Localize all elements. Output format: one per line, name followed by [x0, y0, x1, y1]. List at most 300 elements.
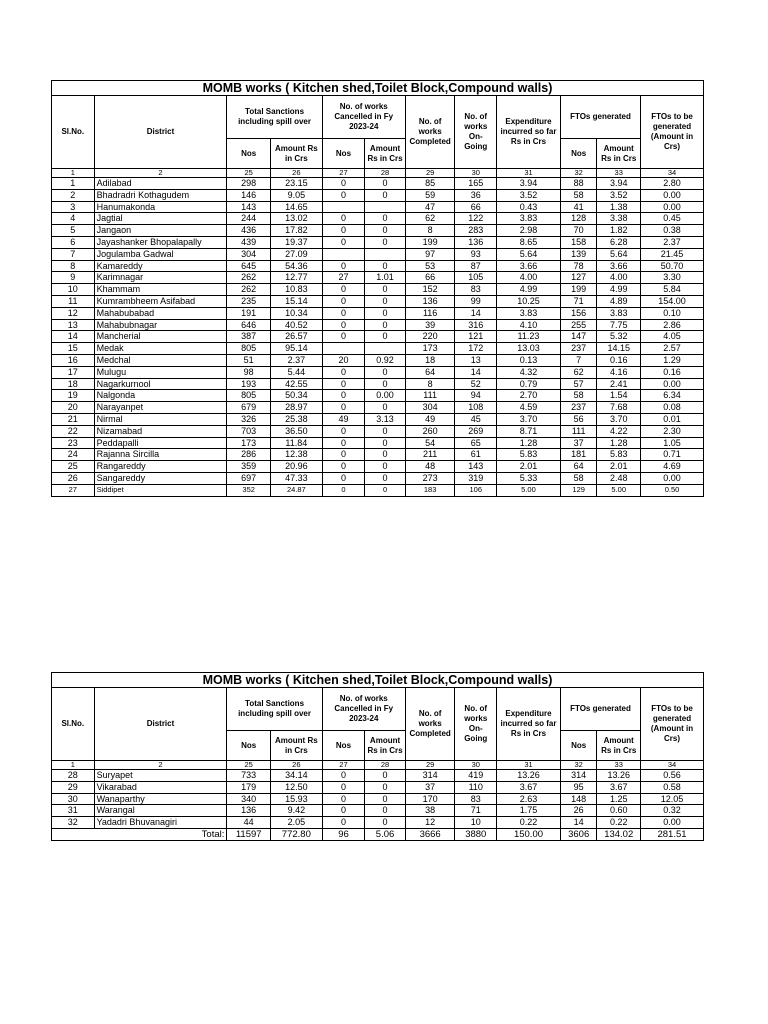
sanction-amount-cell: 14.65	[270, 201, 322, 213]
cancel-nos-cell: 0	[322, 449, 365, 461]
sl-no-cell: 3	[52, 201, 95, 213]
fto-amount-cell: 6.28	[597, 236, 641, 248]
column-number: 29	[405, 169, 455, 178]
expenditure-cell: 4.32	[497, 366, 561, 378]
ongoing-cell: 108	[455, 402, 497, 414]
fto-to-be-cell: 0.71	[641, 449, 704, 461]
sanction-nos-cell: 298	[227, 178, 271, 190]
total-value: 96	[322, 828, 365, 840]
column-number: 28	[365, 761, 406, 770]
sl-no-cell: 16	[52, 354, 95, 366]
expenditure-cell: 8.71	[497, 425, 561, 437]
total-value: 3880	[455, 828, 497, 840]
cancel-amount-cell: 0	[365, 805, 406, 817]
header-ftos-generated: FTOs generated	[560, 688, 640, 731]
ongoing-cell: 71	[455, 805, 497, 817]
district-cell: Kamareddy	[94, 260, 227, 272]
fto-nos-cell: 314	[560, 770, 597, 782]
table-row	[52, 437, 704, 449]
sl-no-cell: 25	[52, 461, 95, 473]
completed-cell: 220	[405, 331, 455, 343]
fto-nos-cell: 58	[560, 189, 597, 201]
header-slno: Sl.No.	[52, 96, 95, 169]
table-title-row	[52, 673, 704, 688]
table-row	[52, 260, 704, 272]
fto-amount-cell: 4.16	[597, 366, 641, 378]
cancel-amount-cell: 0	[365, 260, 406, 272]
sl-no-cell: 1	[52, 178, 95, 190]
sl-no-cell: 12	[52, 307, 95, 319]
expenditure-cell: 8.65	[497, 236, 561, 248]
cancel-amount-cell: 0	[365, 817, 406, 829]
ongoing-cell: 99	[455, 295, 497, 307]
expenditure-cell: 2.01	[497, 461, 561, 473]
table-2-body	[52, 673, 704, 829]
fto-nos-cell: 199	[560, 284, 597, 296]
fto-amount-cell: 1.28	[597, 437, 641, 449]
table-row	[52, 461, 704, 473]
sanction-nos-cell: 646	[227, 319, 271, 331]
column-number: 28	[365, 169, 406, 178]
fto-amount-cell: 3.94	[597, 178, 641, 190]
sanction-nos-cell: 136	[227, 805, 271, 817]
total-row	[52, 828, 704, 840]
cancel-nos-cell: 0	[322, 402, 365, 414]
sl-no-cell: 18	[52, 378, 95, 390]
expenditure-cell: 0.43	[497, 201, 561, 213]
header-district: District	[94, 96, 227, 169]
fto-amount-cell: 13.26	[597, 770, 641, 782]
header-ftos-to-be: FTOs to be generated (Amount in Crs)	[641, 96, 704, 169]
cancel-amount-cell: 0	[365, 331, 406, 343]
fto-to-be-cell: 4.05	[641, 331, 704, 343]
header-district: District	[94, 688, 227, 761]
header-fto-nos: Nos	[560, 139, 597, 169]
column-number: 32	[560, 761, 597, 770]
sanction-amount-cell: 25.38	[270, 413, 322, 425]
momb-works-table-2	[51, 672, 704, 841]
total-section	[52, 828, 704, 840]
ongoing-cell: 36	[455, 189, 497, 201]
column-number: 30	[455, 761, 497, 770]
sanction-nos-cell: 352	[227, 484, 271, 496]
fto-nos-cell: 156	[560, 307, 597, 319]
cancel-nos-cell: 0	[322, 805, 365, 817]
sanction-amount-cell: 24.87	[270, 484, 322, 496]
sanction-nos-cell: 805	[227, 343, 271, 355]
fto-amount-cell: 0.16	[597, 354, 641, 366]
column-number: 27	[322, 761, 365, 770]
fto-to-be-cell: 6.34	[641, 390, 704, 402]
table-title: MOMB works ( Kitchen shed,Toilet Block,Compound walls)	[52, 673, 704, 688]
table-row	[52, 817, 704, 829]
district-cell: Narayanpet	[94, 402, 227, 414]
sanction-nos-cell: 286	[227, 449, 271, 461]
ongoing-cell: 14	[455, 366, 497, 378]
column-number: 25	[227, 761, 271, 770]
fto-to-be-cell: 2.86	[641, 319, 704, 331]
ongoing-cell: 94	[455, 390, 497, 402]
fto-to-be-cell: 0.45	[641, 213, 704, 225]
table-row	[52, 793, 704, 805]
ongoing-cell: 121	[455, 331, 497, 343]
sanction-nos-cell: 645	[227, 260, 271, 272]
ongoing-cell: 45	[455, 413, 497, 425]
fto-amount-cell: 4.99	[597, 284, 641, 296]
header-cancelled: No. of works Cancelled in Fy 2023-24	[322, 96, 405, 139]
ongoing-cell: 66	[455, 201, 497, 213]
sl-no-cell: 10	[52, 284, 95, 296]
district-cell: Nagarkurnool	[94, 378, 227, 390]
completed-cell: 12	[405, 817, 455, 829]
fto-amount-cell: 5.83	[597, 449, 641, 461]
district-cell: Mahabubnagar	[94, 319, 227, 331]
table-row	[52, 343, 704, 355]
cancel-amount-cell: 0	[365, 781, 406, 793]
completed-cell: 37	[405, 781, 455, 793]
district-cell: Jayashanker Bhopalapally	[94, 236, 227, 248]
cancel-nos-cell: 0	[322, 178, 365, 190]
sanction-nos-cell: 697	[227, 472, 271, 484]
expenditure-cell: 4.10	[497, 319, 561, 331]
cancel-nos-cell: 0	[322, 366, 365, 378]
column-number: 31	[497, 761, 561, 770]
cancel-amount-cell: 0	[365, 319, 406, 331]
fto-nos-cell: 88	[560, 178, 597, 190]
ongoing-cell: 83	[455, 284, 497, 296]
cancel-amount-cell	[365, 343, 406, 355]
fto-nos-cell: 111	[560, 425, 597, 437]
sanction-amount-cell: 2.05	[270, 817, 322, 829]
sanction-amount-cell: 26.57	[270, 331, 322, 343]
expenditure-cell: 5.64	[497, 248, 561, 260]
fto-amount-cell: 5.64	[597, 248, 641, 260]
sl-no-cell: 17	[52, 366, 95, 378]
sanction-amount-cell: 54.36	[270, 260, 322, 272]
fto-amount-cell: 1.25	[597, 793, 641, 805]
sanction-amount-cell: 15.14	[270, 295, 322, 307]
fto-amount-cell: 1.38	[597, 201, 641, 213]
fto-amount-cell: 0.22	[597, 817, 641, 829]
header-total-sanctions: Total Sanctions including spill over	[227, 688, 322, 731]
cancel-amount-cell: 0	[365, 449, 406, 461]
table-row	[52, 248, 704, 260]
fto-to-be-cell: 154.00	[641, 295, 704, 307]
completed-cell: 62	[405, 213, 455, 225]
sanction-nos-cell: 98	[227, 366, 271, 378]
expenditure-cell: 13.03	[497, 343, 561, 355]
fto-nos-cell: 127	[560, 272, 597, 284]
cancel-amount-cell: 3.13	[365, 413, 406, 425]
fto-amount-cell: 4.22	[597, 425, 641, 437]
column-number: 34	[641, 169, 704, 178]
sl-no-cell: 9	[52, 272, 95, 284]
ongoing-cell: 172	[455, 343, 497, 355]
sl-no-cell: 11	[52, 295, 95, 307]
sanction-amount-cell: 12.38	[270, 449, 322, 461]
sanction-amount-cell: 40.52	[270, 319, 322, 331]
header-ftos-to-be: FTOs to be generated (Amount in Crs)	[641, 688, 704, 761]
fto-amount-cell: 5.32	[597, 331, 641, 343]
sanction-amount-cell: 9.05	[270, 189, 322, 201]
ongoing-cell: 10	[455, 817, 497, 829]
fto-to-be-cell: 2.80	[641, 178, 704, 190]
cancel-nos-cell: 0	[322, 793, 365, 805]
fto-amount-cell: 3.66	[597, 260, 641, 272]
fto-nos-cell: 26	[560, 805, 597, 817]
ongoing-cell: 319	[455, 472, 497, 484]
column-number: 32	[560, 169, 597, 178]
fto-to-be-cell: 0.50	[641, 484, 704, 496]
ongoing-cell: 110	[455, 781, 497, 793]
cancel-nos-cell: 0	[322, 307, 365, 319]
fto-to-be-cell: 2.37	[641, 236, 704, 248]
header-total-sanctions: Total Sanctions including spill over	[227, 96, 322, 139]
fto-to-be-cell: 0.08	[641, 402, 704, 414]
sl-no-cell: 14	[52, 331, 95, 343]
district-cell: Wanaparthy	[94, 793, 227, 805]
completed-cell: 66	[405, 272, 455, 284]
sanction-nos-cell: 44	[227, 817, 271, 829]
sl-no-cell: 4	[52, 213, 95, 225]
sl-no-cell: 5	[52, 225, 95, 237]
sanction-amount-cell: 28.97	[270, 402, 322, 414]
cancel-nos-cell: 0	[322, 378, 365, 390]
fto-amount-cell: 14.15	[597, 343, 641, 355]
cancel-nos-cell: 49	[322, 413, 365, 425]
expenditure-cell: 5.00	[497, 484, 561, 496]
table-row	[52, 484, 704, 496]
fto-to-be-cell: 0.00	[641, 189, 704, 201]
fto-to-be-cell: 5.84	[641, 284, 704, 296]
cancel-nos-cell: 0	[322, 284, 365, 296]
cancel-nos-cell: 0	[322, 236, 365, 248]
column-number: 26	[270, 169, 322, 178]
expenditure-cell: 4.00	[497, 272, 561, 284]
sanction-nos-cell: 173	[227, 437, 271, 449]
fto-to-be-cell: 0.38	[641, 225, 704, 237]
sanction-nos-cell: 359	[227, 461, 271, 473]
sanction-amount-cell: 23.15	[270, 178, 322, 190]
district-cell: Jagtial	[94, 213, 227, 225]
header-sanction-nos: Nos	[227, 139, 271, 169]
fto-nos-cell: 64	[560, 461, 597, 473]
sl-no-cell: 2	[52, 189, 95, 201]
district-cell: Vikarabad	[94, 781, 227, 793]
total-value: 150.00	[497, 828, 561, 840]
total-value: 11597	[227, 828, 271, 840]
fto-amount-cell: 1.54	[597, 390, 641, 402]
fto-to-be-cell: 0.00	[641, 378, 704, 390]
header-ongoing: No. of works On-Going	[455, 688, 497, 761]
cancel-amount-cell: 0	[365, 213, 406, 225]
sanction-amount-cell: 5.44	[270, 366, 322, 378]
sanction-nos-cell: 262	[227, 272, 271, 284]
completed-cell: 18	[405, 354, 455, 366]
fto-amount-cell: 7.75	[597, 319, 641, 331]
fto-nos-cell: 7	[560, 354, 597, 366]
district-cell: Bhadradri Kothagudem	[94, 189, 227, 201]
column-number: 1	[52, 761, 95, 770]
expenditure-cell: 1.75	[497, 805, 561, 817]
fto-to-be-cell: 0.00	[641, 472, 704, 484]
ongoing-cell: 316	[455, 319, 497, 331]
sanction-nos-cell: 191	[227, 307, 271, 319]
fto-nos-cell: 237	[560, 343, 597, 355]
fto-to-be-cell: 0.32	[641, 805, 704, 817]
cancel-nos-cell: 0	[322, 319, 365, 331]
cancel-nos-cell: 0	[322, 213, 365, 225]
expenditure-cell: 0.13	[497, 354, 561, 366]
header-cancel-amount: Amount Rs in Crs	[365, 731, 406, 761]
completed-cell: 54	[405, 437, 455, 449]
sl-no-cell: 26	[52, 472, 95, 484]
fto-nos-cell: 158	[560, 236, 597, 248]
fto-nos-cell: 128	[560, 213, 597, 225]
fto-to-be-cell: 0.01	[641, 413, 704, 425]
expenditure-cell: 4.59	[497, 402, 561, 414]
fto-nos-cell: 57	[560, 378, 597, 390]
district-cell: Rangareddy	[94, 461, 227, 473]
header-cancel-nos: Nos	[322, 731, 365, 761]
fto-amount-cell: 0.60	[597, 805, 641, 817]
cancel-amount-cell: 0	[365, 378, 406, 390]
fto-to-be-cell: 0.00	[641, 817, 704, 829]
expenditure-cell: 2.63	[497, 793, 561, 805]
cancel-nos-cell: 0	[322, 189, 365, 201]
total-value: 5.06	[365, 828, 406, 840]
cancel-amount-cell: 0	[365, 402, 406, 414]
district-cell: Peddapalli	[94, 437, 227, 449]
ongoing-cell: 83	[455, 793, 497, 805]
table-row	[52, 307, 704, 319]
sl-no-cell: 8	[52, 260, 95, 272]
district-cell: Nizamabad	[94, 425, 227, 437]
fto-to-be-cell: 21.45	[641, 248, 704, 260]
cancel-nos-cell: 0	[322, 472, 365, 484]
district-cell: Mulugu	[94, 366, 227, 378]
fto-nos-cell: 95	[560, 781, 597, 793]
cancel-amount-cell: 0.00	[365, 390, 406, 402]
district-cell: Jogulamba Gadwal	[94, 248, 227, 260]
table-row	[52, 425, 704, 437]
fto-amount-cell: 3.52	[597, 189, 641, 201]
district-cell: Mancherial	[94, 331, 227, 343]
completed-cell: 53	[405, 260, 455, 272]
fto-amount-cell: 3.83	[597, 307, 641, 319]
table-row	[52, 189, 704, 201]
sanction-amount-cell: 15.93	[270, 793, 322, 805]
cancel-amount-cell: 1.01	[365, 272, 406, 284]
column-number: 26	[270, 761, 322, 770]
completed-cell: 136	[405, 295, 455, 307]
table-title: MOMB works ( Kitchen shed,Toilet Block,Compound walls)	[52, 81, 704, 96]
header-ongoing: No. of works On-Going	[455, 96, 497, 169]
expenditure-cell: 13.26	[497, 770, 561, 782]
expenditure-cell: 11.23	[497, 331, 561, 343]
completed-cell: 173	[405, 343, 455, 355]
ongoing-cell: 65	[455, 437, 497, 449]
cancel-nos-cell: 0	[322, 817, 365, 829]
district-cell: Karimnagar	[94, 272, 227, 284]
total-value: 281.51	[641, 828, 704, 840]
header-expenditure: Expenditure incurred so far Rs in Crs	[497, 688, 561, 761]
sanction-amount-cell: 9.42	[270, 805, 322, 817]
fto-amount-cell: 2.41	[597, 378, 641, 390]
sanction-amount-cell: 2.37	[270, 354, 322, 366]
column-number-row	[52, 169, 704, 178]
completed-cell: 39	[405, 319, 455, 331]
cancel-amount-cell: 0	[365, 366, 406, 378]
table-row	[52, 272, 704, 284]
fto-amount-cell: 3.67	[597, 781, 641, 793]
cancel-nos-cell: 0	[322, 331, 365, 343]
cancel-amount-cell: 0	[365, 295, 406, 307]
cancel-nos-cell	[322, 201, 365, 213]
expenditure-cell: 3.83	[497, 213, 561, 225]
completed-cell: 170	[405, 793, 455, 805]
table-row	[52, 805, 704, 817]
fto-nos-cell: 255	[560, 319, 597, 331]
table-row	[52, 178, 704, 190]
header-completed: No. of works Completed	[405, 688, 455, 761]
district-cell: Rajanna Sircilla	[94, 449, 227, 461]
total-value: 3606	[560, 828, 597, 840]
column-number: 2	[94, 169, 227, 178]
sl-no-cell: 27	[52, 484, 95, 496]
fto-to-be-cell: 12.05	[641, 793, 704, 805]
sanction-nos-cell: 340	[227, 793, 271, 805]
sl-no-cell: 7	[52, 248, 95, 260]
header-sanction-amount: Amount Rs in Crs	[270, 139, 322, 169]
table-row	[52, 354, 704, 366]
expenditure-cell: 5.83	[497, 449, 561, 461]
district-cell: Nirmal	[94, 413, 227, 425]
cancel-amount-cell: 0	[365, 284, 406, 296]
cancel-nos-cell: 0	[322, 770, 365, 782]
sl-no-cell: 22	[52, 425, 95, 437]
column-number: 25	[227, 169, 271, 178]
column-number: 31	[497, 169, 561, 178]
expenditure-cell: 2.70	[497, 390, 561, 402]
completed-cell: 260	[405, 425, 455, 437]
cancel-amount-cell: 0	[365, 225, 406, 237]
completed-cell: 111	[405, 390, 455, 402]
cancel-nos-cell	[322, 343, 365, 355]
fto-nos-cell: 58	[560, 472, 597, 484]
ongoing-cell: 106	[455, 484, 497, 496]
cancel-nos-cell: 0	[322, 390, 365, 402]
sl-no-cell: 31	[52, 805, 95, 817]
ongoing-cell: 122	[455, 213, 497, 225]
expenditure-cell: 0.79	[497, 378, 561, 390]
sanction-amount-cell: 42.55	[270, 378, 322, 390]
header-cancel-amount: Amount Rs in Crs	[365, 139, 406, 169]
column-number: 30	[455, 169, 497, 178]
fto-to-be-cell: 1.05	[641, 437, 704, 449]
fto-amount-cell: 7.68	[597, 402, 641, 414]
cancel-nos-cell: 0	[322, 484, 365, 496]
ongoing-cell: 13	[455, 354, 497, 366]
cancel-amount-cell: 0	[365, 793, 406, 805]
table-row	[52, 781, 704, 793]
sanction-nos-cell: 143	[227, 201, 271, 213]
fto-nos-cell: 14	[560, 817, 597, 829]
fto-nos-cell: 148	[560, 793, 597, 805]
completed-cell: 59	[405, 189, 455, 201]
header-sanction-nos: Nos	[227, 731, 271, 761]
sanction-nos-cell: 244	[227, 213, 271, 225]
